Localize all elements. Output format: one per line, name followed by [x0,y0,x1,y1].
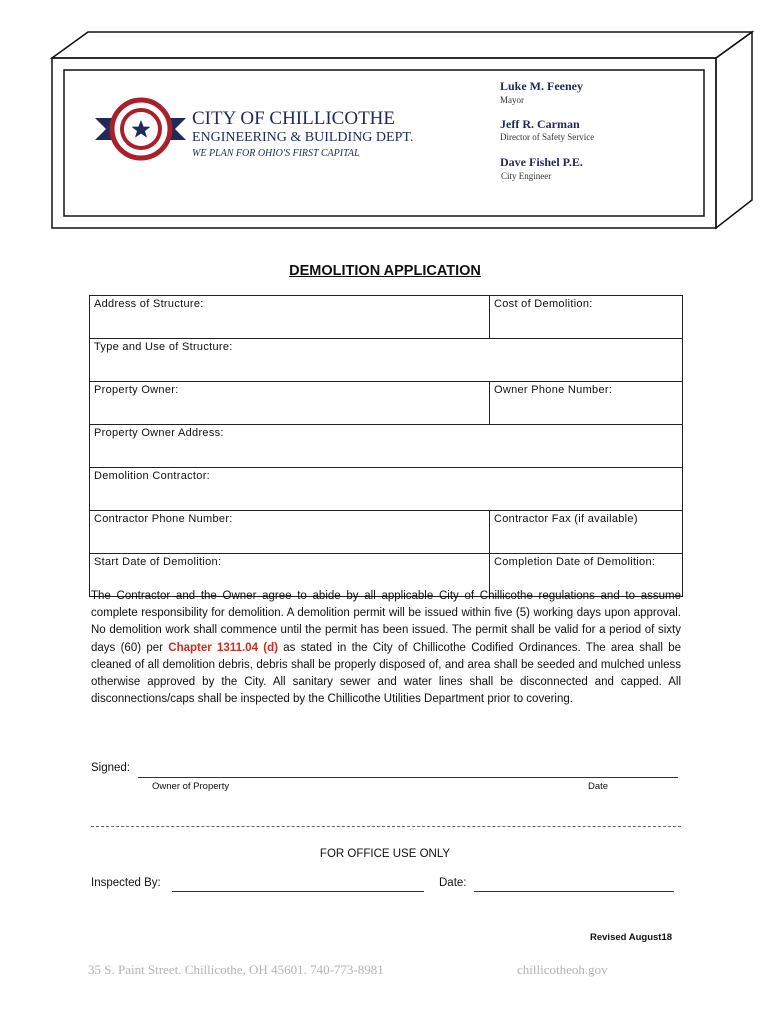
agreement-paragraph [91,588,681,708]
office-date-label: Date: [439,877,467,889]
official-title-engineer: City Engineer [501,171,552,181]
field-label: Cost of Demolition: [494,298,593,310]
inspected-by-label: Inspected By: [91,877,161,889]
agreement-text-2: as stated in the City of Chillicothe Codified Ordinances. The area shall be cleaned of all demolition debris, debris shall be properly disposed of, and area shall be seeded and mulched unless otherwise approved by the City. All sanitary sewer and water lines shall be disconnected and capped. All disconnections/caps shall be inspected by the Chillicothe Utilities Department prior to covering. [91,641,681,706]
agreement-text-1: The Contractor and the Owner agree to abide by all applicable City of Chillicothe regulations and to assume complete responsibility for demolition. A demolition permit will be issued within five (5) working days upon approval. No demolition work shall commence until the permit has been issued. The permit shall be valid for a period of sixty days (60) per [91,590,681,654]
owner-phone-field[interactable] [490,382,683,425]
field-label: Address of Structure: [94,298,204,310]
field-label: Property Owner: [94,384,179,396]
contractor-phone-field[interactable] [90,511,490,554]
official-name-engineer: Dave Fishel P.E. [500,155,583,169]
address-of-structure-field[interactable] [90,296,490,339]
field-label: Owner Phone Number: [494,384,613,396]
department-name: ENGINEERING & BUILDING DEPT. [192,130,414,145]
form-title: DEMOLITION APPLICATION [289,263,481,279]
city-seal-logo [95,100,186,158]
type-and-use-field[interactable] [90,339,683,382]
city-name: CITY OF CHILLICOTHE [192,108,395,129]
official-title-mayor: Mayor [500,95,524,105]
contractor-fax-field[interactable] [490,511,683,554]
owner-address-field[interactable] [90,425,683,468]
field-label: Type and Use of Structure: [94,341,233,353]
motto: WE PLAN FOR OHIO'S FIRST CAPITAL [192,148,360,159]
signature-line[interactable] [138,777,678,778]
application-form [89,295,683,597]
field-label: Property Owner Address: [94,427,224,439]
official-name-director: Jeff R. Carman [500,117,580,131]
signed-label: Signed: [91,762,131,774]
date-caption: Date [588,781,609,792]
chapter-reference: Chapter 1311.04 (d) [168,641,278,654]
field-label: Contractor Fax (if available) [494,513,638,525]
footer-address: 35 S. Paint Street. Chillicothe, OH 45601. 740-773-8981 [88,962,384,977]
inspected-by-line[interactable] [172,891,424,892]
office-use-heading: FOR OFFICE USE ONLY [319,848,451,860]
field-label: Start Date of Demolition: [94,556,222,568]
owner-caption: Owner of Property [152,781,230,792]
field-label: Demolition Contractor: [94,470,211,482]
divider [91,826,681,827]
official-title-director: Director of Safety Service [500,132,595,142]
demolition-contractor-field[interactable] [90,468,683,511]
official-name-mayor: Luke M. Feeney [500,79,583,93]
field-label: Contractor Phone Number: [94,513,233,525]
office-date-line[interactable] [474,891,674,892]
revision-note: Revised August18 [590,932,673,943]
field-label: Completion Date of Demolition: [494,556,656,568]
cost-of-demolition-field[interactable] [490,296,683,339]
property-owner-field[interactable] [90,382,490,425]
footer-website: chillicotheoh.gov [517,962,608,977]
